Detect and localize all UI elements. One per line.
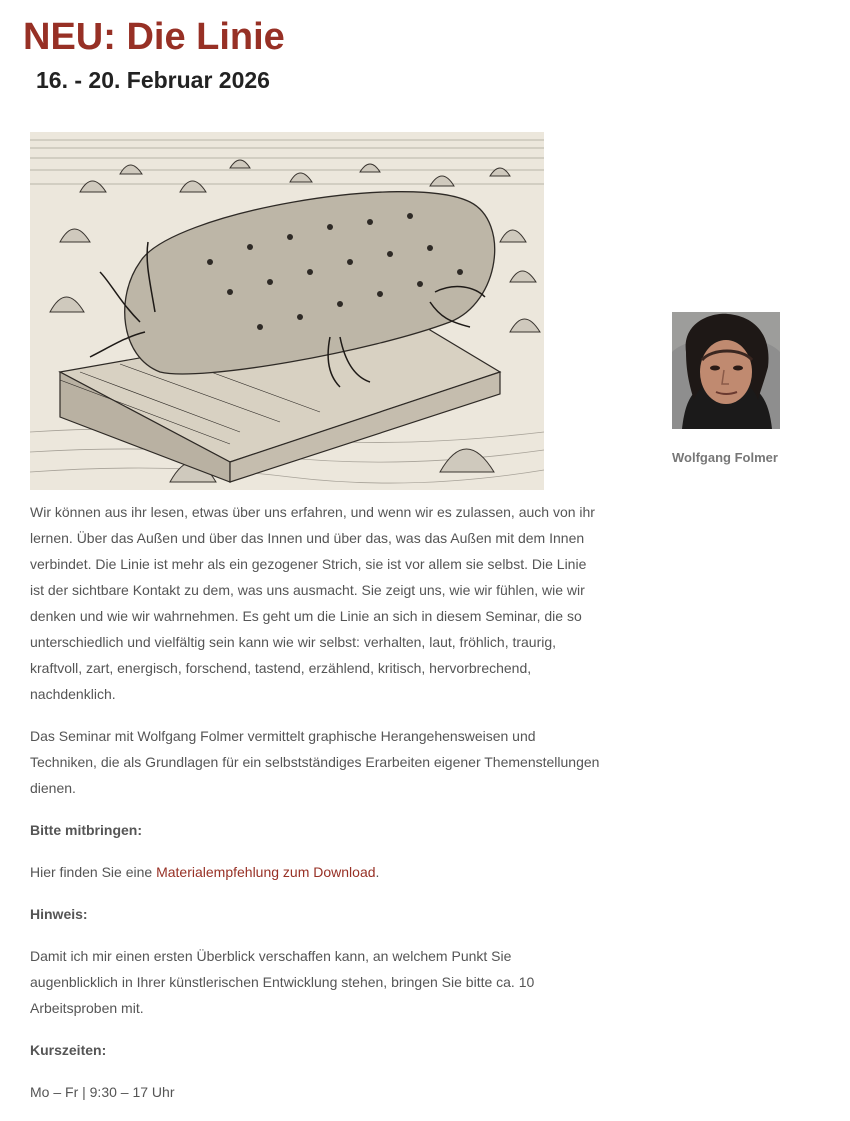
portrait-drawing: [672, 312, 780, 429]
times-paragraph: Mo – Fr | 9:30 – 17 Uhr: [30, 1084, 175, 1100]
material-paragraph: [30, 859, 600, 885]
material-suffix: .: [375, 864, 380, 880]
artwork-drawing: [30, 132, 544, 490]
bring-label: Bitte mitbringen:: [30, 822, 142, 838]
material-prefix: Hier finden Sie eine: [30, 864, 157, 880]
note-label: Hinweis:: [30, 906, 88, 922]
portrait-caption: Wolfgang Folmer: [672, 450, 778, 465]
intro-paragraph: Wir können aus ihr lesen, etwas über uns erfahren, und wenn wir es zulassen, auch von ihr lernen. Über das Außen und über das Innen und über das, was das Außen mit dem Innen verbindet. Die Linie ist mehr als ein gezogener Strich, sie ist vor allem sie selbst. Die Linie ist der sichtbare Kontakt zu dem, was uns ausmacht. Sie zeigt uns, wie wir fühlen, wie wir denken und wie wir wahrnehmen. Es geht um die Linie an sich in diesem Seminar, die so unterschiedlich und vielfältig sein kann wie wir selbst: verhalten, laut, fröhlich, traurig, kraftvoll, zart, energisch, forschend, tastend, erzählend, kritisch, hervorbrechend, nachdenklich.: [30, 504, 595, 702]
course-description: [30, 499, 600, 1121]
seminar-paragraph: Das Seminar mit Wolfgang Folmer vermittelt graphische Herangehensweisen und Techniken, die als Grundlagen für ein selbstständiges Erarbeiten eigener Themenstellungen dienen.: [30, 728, 600, 796]
portrait-photo: [672, 312, 780, 429]
course-date: 16. - 20. Februar 2026: [36, 67, 270, 93]
page-title: NEU: Die Linie: [23, 16, 285, 58]
note-paragraph: Damit ich mir einen ersten Überblick verschaffen kann, an welchem Punkt Sie augenblicklich in Ihrer künstlerischen Entwicklung stehen, bringen Sie bitte ca. 10 Arbeitsproben mit.: [30, 948, 535, 1016]
artwork-image: [30, 132, 544, 490]
material-download-link[interactable]: Materialempfehlung zum Download: [156, 864, 376, 880]
times-label: Kurszeiten:: [30, 1042, 107, 1058]
